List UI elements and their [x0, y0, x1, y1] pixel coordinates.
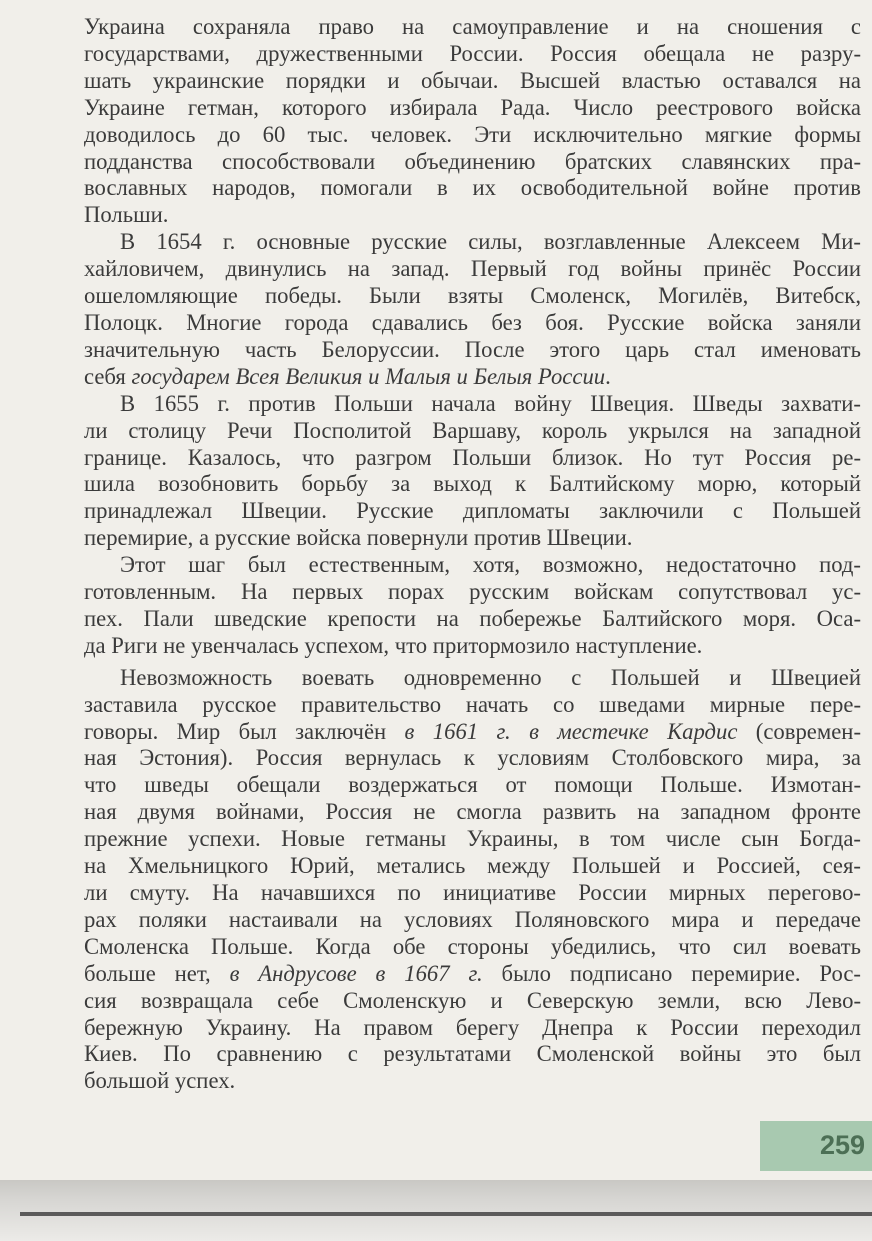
text-line: шила возобновить борьбу за выход к Балтийскому морю, который	[84, 471, 861, 497]
text-line: бережную Украину. На правом берегу Днепра к России переходил	[84, 1014, 861, 1040]
page-bottom-shadow	[0, 1180, 872, 1241]
text-line: В 1654 г. основные русские силы, возглавленные Алексеем Ми-	[120, 229, 861, 255]
text-line: хайловичем, двинулись на запад. Первый год войны принёс России	[84, 256, 861, 282]
text-line: вославных народов, помогали в их освободительной войне против	[84, 175, 861, 201]
text-line: перемирие, а русские войска повернули против Швеции.	[84, 525, 633, 551]
italic-segment: в 1661 г. в местечке Кардис	[404, 718, 738, 744]
text-line: сия возвращала себе Смоленскую и Северскую земли, всю Лево-	[84, 987, 861, 1013]
text-line: что шведы обещали воздержаться от помощи Польше. Измотан-	[84, 772, 861, 798]
text-line: Украине гетман, которого избирала Рада. Число реестрового войска	[84, 94, 861, 120]
text-line	[84, 364, 861, 391]
text-segment: (современ-	[737, 718, 862, 744]
body-text	[84, 14, 861, 1095]
text-line: Польши.	[84, 202, 169, 228]
text-line: ошеломляющие победы. Были взяты Смоленск, Могилёв, Витебск,	[84, 283, 861, 309]
text-line: подданства способствовали объединению братских славянских пра-	[84, 148, 861, 174]
text-line: большой успех.	[84, 1068, 236, 1094]
italic-segment: государем Всея Великия и Малыя и Белыя России	[131, 363, 606, 389]
text-line: прежние успехи. Новые гетманы Украины, в том числе сын Богда-	[84, 826, 861, 852]
text-line: Полоцк. Многие города сдавались без боя. Русские войска заняли	[84, 309, 861, 335]
text-line: Украина сохраняла право на самоуправление и на сношения с	[84, 14, 861, 39]
text-line: ная двумя войнами, Россия не смогла развить на западном фронте	[84, 799, 861, 825]
text-line: государствами, дружественными России. Россия обещала не разру-	[84, 40, 861, 66]
text-line: готовленным. На первых порах русским войскам сопутствовал ус-	[84, 579, 861, 605]
text-line: на Хмельницкого Юрий, метались между Польшей и Россией, сея-	[84, 853, 861, 879]
page-number: 259	[819, 1130, 865, 1160]
text-line: заставила русское правительство начать со шведами мирные пере-	[84, 691, 861, 717]
text-segment: себя	[84, 363, 132, 389]
text-line: Киев. По сравнению с результатами Смоленской войны это был	[84, 1041, 861, 1067]
text-line: значительную часть Белоруссии. После этого царь стал именовать	[84, 336, 861, 362]
text-line: пех. Пали шведские крепости на побережье Балтийского моря. Оса-	[84, 605, 861, 631]
page-edge-line	[20, 1212, 872, 1216]
text-line: да Риги не увенчалась успехом, что притормозило наступление.	[84, 632, 703, 658]
text-line	[84, 961, 861, 988]
text-segment: больше нет,	[84, 960, 230, 986]
text-line	[84, 719, 861, 746]
text-segment: было подписано перемирие. Рос-	[482, 960, 861, 986]
text-line: Этот шаг был естественным, хотя, возможно, недостаточно под-	[120, 552, 861, 578]
text-line: Невозможность воевать одновременно с Польшей и Швецией	[120, 664, 861, 690]
italic-segment: в Андрусове в 1667 г.	[229, 960, 483, 986]
text-line: В 1655 г. против Польши начала войну Швеция. Шведы захвати-	[120, 390, 861, 416]
text-line: принадлежал Швеции. Русские дипломаты заключили с Польшей	[84, 498, 861, 524]
text-line: рах поляки настаивали на условиях Поляновского мира и передаче	[84, 906, 861, 932]
text-line: границе. Казалось, что разгром Польши близок. Но тут Россия ре-	[84, 444, 861, 470]
text-segment: говоры. Мир был заключён	[84, 718, 405, 744]
text-line: доводилось до 60 тыс. человек. Эти исключительно мягкие формы	[84, 121, 861, 147]
text-line: шать украинские порядки и обычаи. Высшей властью оставался на	[84, 67, 861, 93]
text-line: ли столицу Речи Посполитой Варшаву, король укрылся на западной	[84, 417, 861, 443]
text-line: ли смуту. На начавшихся по инициативе России мирных перегово-	[84, 880, 861, 905]
text-line: ная Эстония). Россия вернулась к условиям Столбовского мира, за	[84, 745, 861, 771]
text-line: Смоленска Польше. Когда обе стороны убедились, что сил воевать	[84, 933, 861, 959]
text-segment: .	[605, 363, 611, 389]
